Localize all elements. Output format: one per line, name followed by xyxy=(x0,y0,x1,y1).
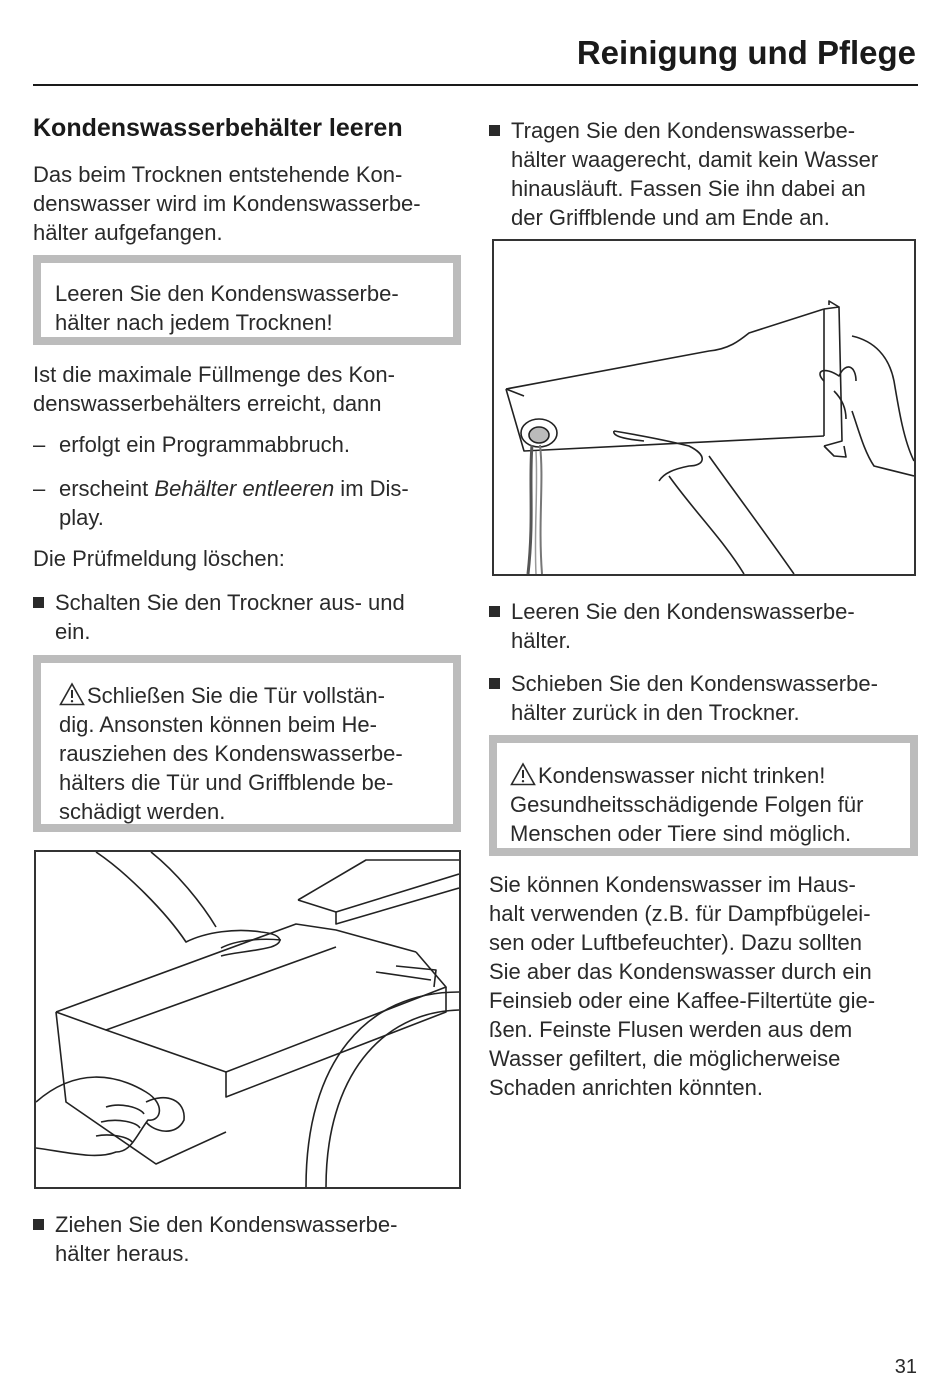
bullet-carry-level: Tragen Sie den Kondenswasserbe- hälter waagerecht, damit kein Wasser hinausläuft. Fassen Sie ihn dabei an der Griffblende und am Ende an. xyxy=(489,116,919,232)
page-header-title: Reinigung und Pflege xyxy=(576,34,916,71)
illustration-pull-out xyxy=(36,852,459,1187)
bullet-square-icon xyxy=(33,1219,44,1230)
bullet-pull-out: Ziehen Sie den Kondenswasserbe- hälter heraus. xyxy=(33,1210,463,1268)
bullet-square-icon xyxy=(489,678,500,689)
bullet-empty: Leeren Sie den Kondenswasserbe- hälter. xyxy=(489,597,919,655)
figure-pull-out-container xyxy=(34,850,461,1189)
warning-box-door: Schließen Sie die Tür vollstän- dig. Ansonsten können beim He- rausziehen des Kondenswasserbe- hälters die Tür und Griffblende be- schädigt werden. xyxy=(33,655,461,832)
clear-message-text: Die Prüfmeldung löschen: xyxy=(33,546,285,571)
bullet-square-icon xyxy=(489,125,500,136)
bullet-square-icon xyxy=(33,597,44,608)
page-number: 31 xyxy=(894,1356,917,1378)
warning-box-drink: Kondenswasser nicht trinken! Gesundheitsschädigende Folgen für Menschen oder Tiere sind möglich. xyxy=(489,735,918,856)
dash-item-display: – erscheint Behälter entleeren im Dis- play. xyxy=(33,476,409,530)
dash-item-abort: – erfolgt ein Programmabbruch. xyxy=(33,432,351,457)
header-divider xyxy=(33,84,918,86)
usage-paragraph: Sie können Kondenswasser im Haus- halt verwenden (z.B. für Dampfbügelei- sen oder Luftbefeuchter). Dazu sollten Sie aber das Kondenswasser durch ein Feinsieb oder eine Kaffee-Filtertüte gie- ßen. Feinste Flusen werden aus dem Wasser gefiltert, die möglicherweise Schaden anrichten könnten. xyxy=(489,872,876,1100)
bullet-push-back: Schieben Sie den Kondenswasserbe- hälter zurück in den Trockner. xyxy=(489,669,919,727)
figure-empty-container xyxy=(492,239,916,576)
note-text: Leeren Sie den Kondenswasserbe- hälter nach jedem Trocknen! xyxy=(55,281,399,335)
bullet-switch-off: Schalten Sie den Trockner aus- und ein. xyxy=(33,588,463,646)
note-box xyxy=(33,255,461,345)
warning-triangle-icon xyxy=(510,762,536,786)
intro-paragraph: Das beim Trocknen entstehende Kon- denswasser wird im Kondenswasserbe- hälter aufgefangen. xyxy=(33,162,421,245)
section-title: Kondenswasserbehälter leeren xyxy=(33,114,403,142)
max-fill-paragraph: Ist die maximale Füllmenge des Kon- denswasserbehälters erreicht, dann xyxy=(33,362,395,416)
illustration-empty xyxy=(494,241,914,574)
warning-triangle-icon xyxy=(59,682,85,706)
bullet-square-icon xyxy=(489,606,500,617)
